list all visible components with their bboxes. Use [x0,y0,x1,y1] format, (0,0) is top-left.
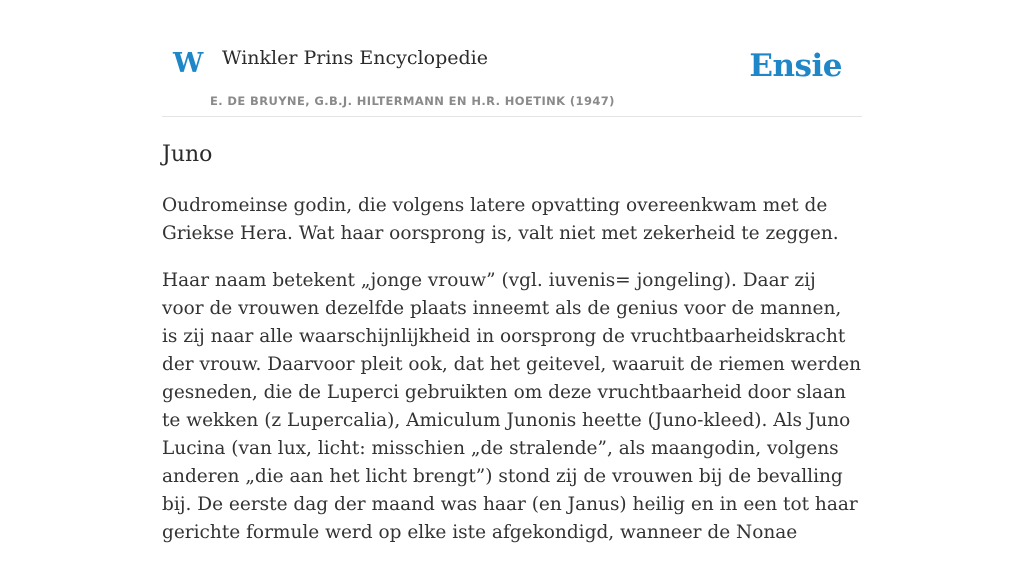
encyclopedia-title[interactable]: Winkler Prins Encyclopedie [222,47,488,69]
encyclopedia-authors: E. DE BRUYNE, G.B.J. HILTERMANN EN H.R. HOETINK (1947) [210,94,615,108]
article-body [162,192,862,566]
ensie-logo[interactable]: Ensie [749,48,842,84]
article-title: Juno [162,142,213,167]
article-paragraph: Oudromeinse godin, die volgens latere opvatting overeenkwam met de Griekse Hera. Wat haar oorsprong is, valt niet met zekerheid te zeggen. [162,195,839,244]
site-header [162,0,862,117]
article-paragraph: Haar naam betekent „jonge vrouw” (vgl. iuvenis= jongeling). Daar zij voor de vrouwen dezelfde plaats inneemt als de genius voor de mannen, is zij naar alle waarschijnlijkheid in oorsprong de vruchtbaarheidskracht der vrouw. Daarvoor pleit ook, dat het geitevel, waaruit de riemen werden gesneden, die de Luperci gebruikten om deze vruchtbaarheid door slaan te wekken (z Lupercalia), Amiculum Junonis heette (Juno-kleed). Als Juno Lucina (van lux, licht: misschien „de stralende”, als maangodin, volgens anderen „die aan het licht brengt”) stond zij de vrouwen bij de bevalling bij. De eerste dag der maand was haar (en Janus) heilig en in een tot haar gerichte formule werd op elke iste afgekondigd, wanneer de Nonae [162,270,862,543]
page-container [162,0,862,543]
winkler-prins-logo[interactable]: W [173,48,204,79]
